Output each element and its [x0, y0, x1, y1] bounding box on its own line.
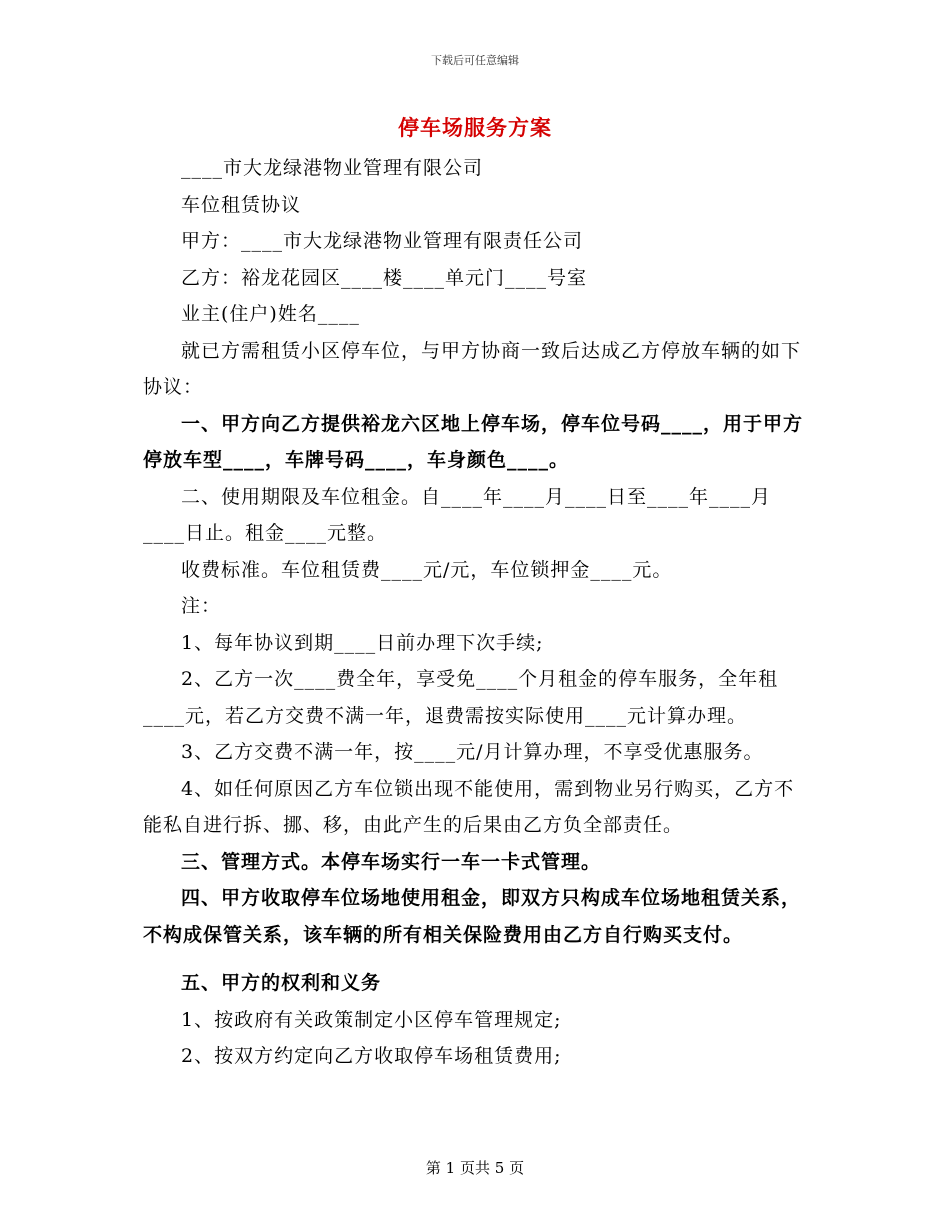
note-label: 注：: [181, 595, 222, 617]
clause-5-heading: 五、甲方的权利和义务: [181, 972, 382, 994]
company-line: ____市大龙绿港物业管理有限公司: [181, 157, 484, 179]
clause-3: 三、管理方式。本停车场实行一车一卡式管理。: [181, 850, 602, 873]
page-header-note: 下载后可任意编辑: [431, 54, 519, 67]
party-b: 乙方：裕龙花园区____楼____单元门____号室: [181, 266, 588, 289]
owner-name: 业主(住户)姓名____: [181, 303, 360, 325]
agreement-title: 车位租赁协议: [181, 193, 302, 216]
fee-standard: 收费标准。车位租赁费____元/元，车位锁押金____元。: [181, 558, 673, 581]
note-3: 3、乙方交费不满一年，按____元/月计算办理，不享受优惠服务。: [181, 741, 764, 763]
note-1: 1、每年协议到期____日前办理下次手续;: [181, 631, 544, 654]
clause-1: 一、甲方向乙方提供裕龙六区地上停车场，停车位号码____，用于甲方停放车型____，车牌号码____，车身颜色____。: [143, 412, 804, 471]
note-4: 4、如任何原因乙方车位锁出现不能使用，需到物业另行购买，乙方不能私自进行拆、挪、移，由此产生的后果由乙方负全部责任。: [143, 777, 795, 836]
page-number: 第 1 页共 5 页: [425, 1159, 525, 1177]
document-title: 停车场服务方案: [398, 115, 552, 140]
clause-2: 二、使用期限及车位租金。自____年____月____日至____年____月____日止。租金____元整。: [143, 485, 772, 544]
party-a: 甲方：____市大龙绿港物业管理有限责任公司: [181, 230, 584, 252]
clause-5-item-2: 2、按双方约定向乙方收取停车场租赁费用;: [181, 1045, 562, 1067]
note-2: 2、乙方一次____费全年，享受免____个月租金的停车服务，全年租____元，若乙方交费不满一年，退费需按实际使用____元计算办理。: [143, 668, 779, 727]
clause-5-item-1: 1、按政府有关政策制定小区停车管理规定;: [181, 1008, 562, 1031]
document-body: [143, 150, 803, 1075]
clause-4: 四、甲方收取停车位场地使用租金，即双方只构成车位场地租赁关系，不构成保管关系，该车辆的所有相关保险费用由乙方自行购买支付。: [143, 887, 802, 946]
preamble: 就已方需租赁小区停车位，与甲方协商一致后达成乙方停放车辆的如下协议：: [143, 339, 802, 398]
